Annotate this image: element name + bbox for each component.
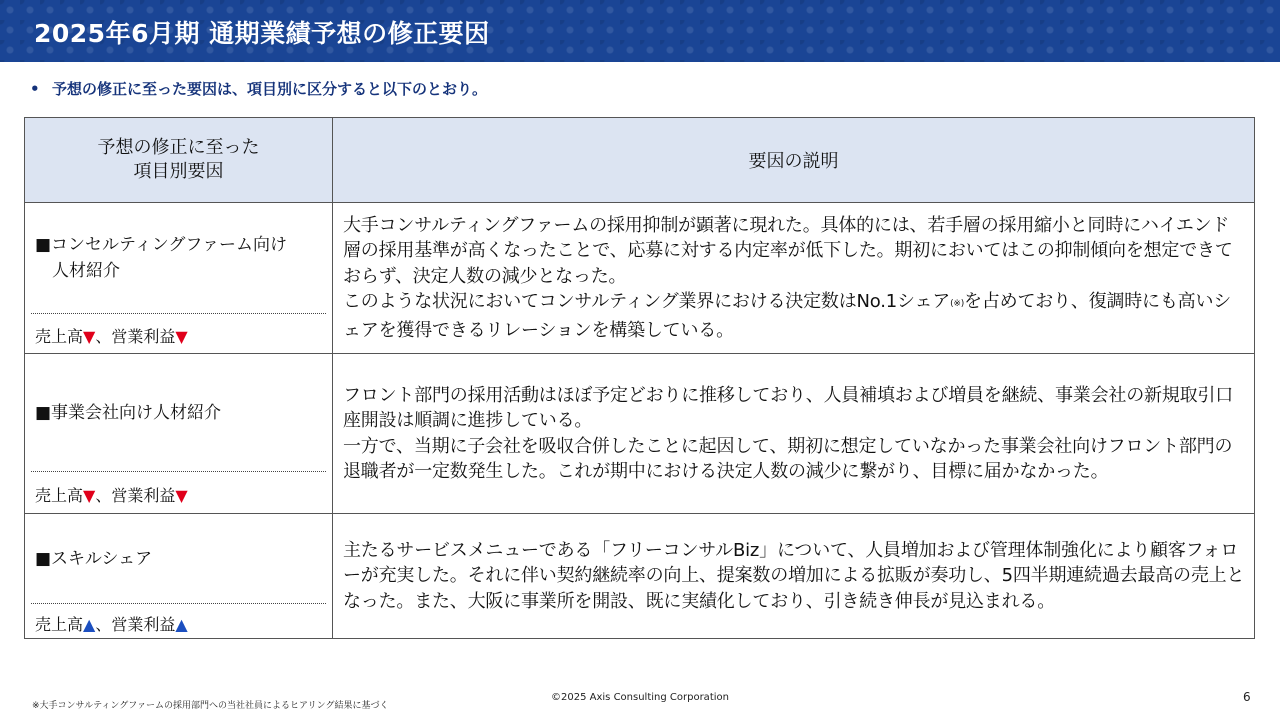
impact-separator: 、: [95, 486, 112, 505]
table-row: [25, 203, 1254, 354]
header-cell-explanation: 要因の説明: [748, 151, 839, 172]
factor-cell: [25, 203, 333, 353]
copyright: ©2025 Axis Consulting Corporation: [551, 692, 729, 703]
impact-indicator: [35, 483, 188, 506]
explanation-part: このような状況においてコンサルティング業界における決定数はNo.1シェア: [343, 291, 951, 313]
factor-cell: [25, 354, 333, 513]
table-row: [25, 514, 1254, 638]
dotted-divider: [31, 471, 326, 472]
down-triangle-icon: ▼: [83, 327, 96, 346]
up-triangle-icon: ▲: [83, 615, 96, 634]
bullet-icon: •: [30, 80, 40, 98]
explanation-paragraph: フロント部門の採用活動はほぼ予定どおりに推移しており、人員補填および増員を継続、事業会社の新規取引口座開設は順調に進捗している。: [343, 384, 1233, 431]
dotted-divider: [31, 313, 326, 314]
impact-indicator: [35, 612, 188, 635]
impact-profit-label: 営業利益: [111, 486, 176, 505]
explanation-cell: [343, 514, 1246, 638]
impact-separator: 、: [95, 327, 112, 346]
explanation-cell: [343, 354, 1246, 513]
explanation-paragraph: [343, 289, 1246, 343]
summary-text: 予想の修正に至った要因は、項目別に区分すると以下のとおり。: [52, 80, 488, 98]
explanation-paragraph: 主たるサービスメニューである「フリーコンサルBiz」について、人員増加および管理体制強化により顧客フォローが充実した。それに伴い契約継続率の向上、提案数の増加による拡販が奏功し、5四半期連続過去最高の売上となった。また、大阪に事業所を開設、既に実績化しており、引き続き伸長が見込まれる。: [343, 539, 1245, 612]
impact-profit-label: 営業利益: [111, 615, 176, 634]
impact-profit-label: 営業利益: [111, 327, 176, 346]
factor-name-text: ■スキルシェア: [35, 548, 153, 569]
factor-name-text: ■コンセルティングファーム向け 人材紹介: [35, 235, 288, 281]
factor-name: [35, 203, 331, 313]
impact-sales-label: 売上高: [35, 615, 84, 634]
summary-line: [30, 78, 487, 99]
explanation-paragraph: 一方で、当期に子会社を吸収合併したことに起因して、期初に想定していなかった事業会社向けフロント部門の退職者が一定数発生した。これが期中における決定人数の減少に繋がり、目標に届かなかった。: [343, 435, 1233, 482]
title-banner: [0, 0, 1280, 62]
explanation-text: [343, 213, 1246, 344]
header-cell-factor: 予想の修正に至った 項目別要因: [25, 118, 333, 202]
impact-sales-label: 売上高: [35, 327, 84, 346]
explanation-text: [343, 538, 1246, 615]
up-triangle-icon: ▲: [175, 615, 188, 634]
explanation-cell: [343, 203, 1246, 353]
down-triangle-icon: ▼: [175, 327, 188, 346]
down-triangle-icon: ▼: [83, 486, 96, 505]
table-header: [25, 118, 1254, 203]
explanation-part: を占めており、復調時にも高いシェアを獲得できるリレーションを構築している。: [343, 291, 1232, 341]
table-row: [25, 354, 1254, 514]
down-triangle-icon: ▼: [175, 486, 188, 505]
revision-factors-table: [24, 117, 1255, 639]
page-number: 6: [1243, 690, 1251, 704]
factor-name-text: ■事業会社向け人材紹介: [35, 402, 222, 423]
factor-name: [35, 514, 331, 603]
factor-cell: [25, 514, 333, 638]
page-title: 2025年6月期 通期業績予想の修正要因: [34, 19, 490, 48]
footnote: ※大手コンサルティングファームの採用部門への当社社員によるヒアリング結果に基づく: [32, 701, 389, 711]
explanation-text: [343, 383, 1246, 485]
explanation-paragraph: 大手コンサルティングファームの採用抑制が顕著に現れた。具体的には、若手層の採用縮小と同時にハイエンド層の採用基準が高くなったことで、応募に対する内定率が低下した。期初においてはこの抑制傾向を想定できておらず、決定人数の減少となった。: [343, 214, 1233, 287]
factor-name: [35, 354, 331, 471]
impact-sales-label: 売上高: [35, 486, 84, 505]
impact-indicator: [35, 324, 188, 347]
note-mark: (※): [950, 299, 965, 310]
dotted-divider: [31, 603, 326, 604]
impact-separator: 、: [95, 615, 112, 634]
